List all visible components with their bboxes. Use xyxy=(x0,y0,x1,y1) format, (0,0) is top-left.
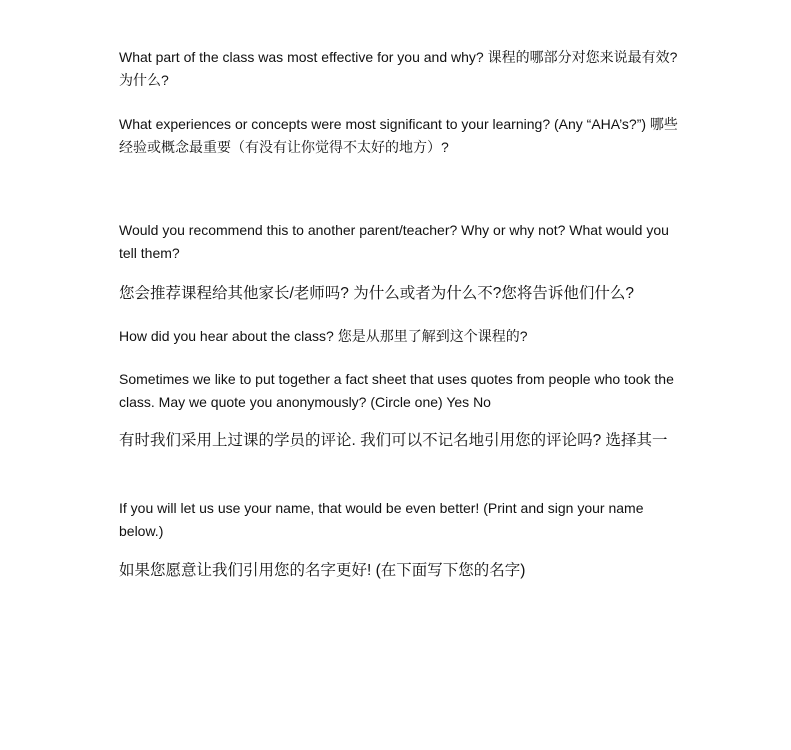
question-most-effective: What part of the class was most effective for you and why? 课程的哪部分对您来说最有效? 为什么? xyxy=(119,49,678,88)
question-quote-anonymously-english: Sometimes we like to put together a fact sheet that uses quotes from people who took the class. May we quote you anonymously? (Circle one) Yes No xyxy=(119,371,674,410)
question-recommend-english: Would you recommend this to another parent/teacher? Why or why not? What would you tell them? xyxy=(119,222,669,261)
question-quote-anonymously-chinese: 有时我们采用上过课的学员的评论. 我们可以不记名地引用您的评论吗? 选择其一 xyxy=(119,432,668,449)
question-recommend-chinese: 您会推荐课程给其他家长/老师吗? 为什么或者为什么不?您将告诉他们什么? xyxy=(119,285,634,302)
question-use-name-english: If you will let us use your name, that would be even better! (Print and sign your name below.) xyxy=(119,500,644,539)
question-use-name-chinese: 如果您愿意让我们引用您的名字更好! (在下面写下您的名字) xyxy=(119,562,526,579)
question-significant-experiences: What experiences or concepts were most significant to your learning? (Any “AHA’s?”) 哪些经验或概念最重要（有没有让你觉得不太好的地方）? xyxy=(119,116,678,155)
question-hear-about-class: How did you hear about the class? 您是从那里了解到这个课程的? xyxy=(119,328,528,344)
